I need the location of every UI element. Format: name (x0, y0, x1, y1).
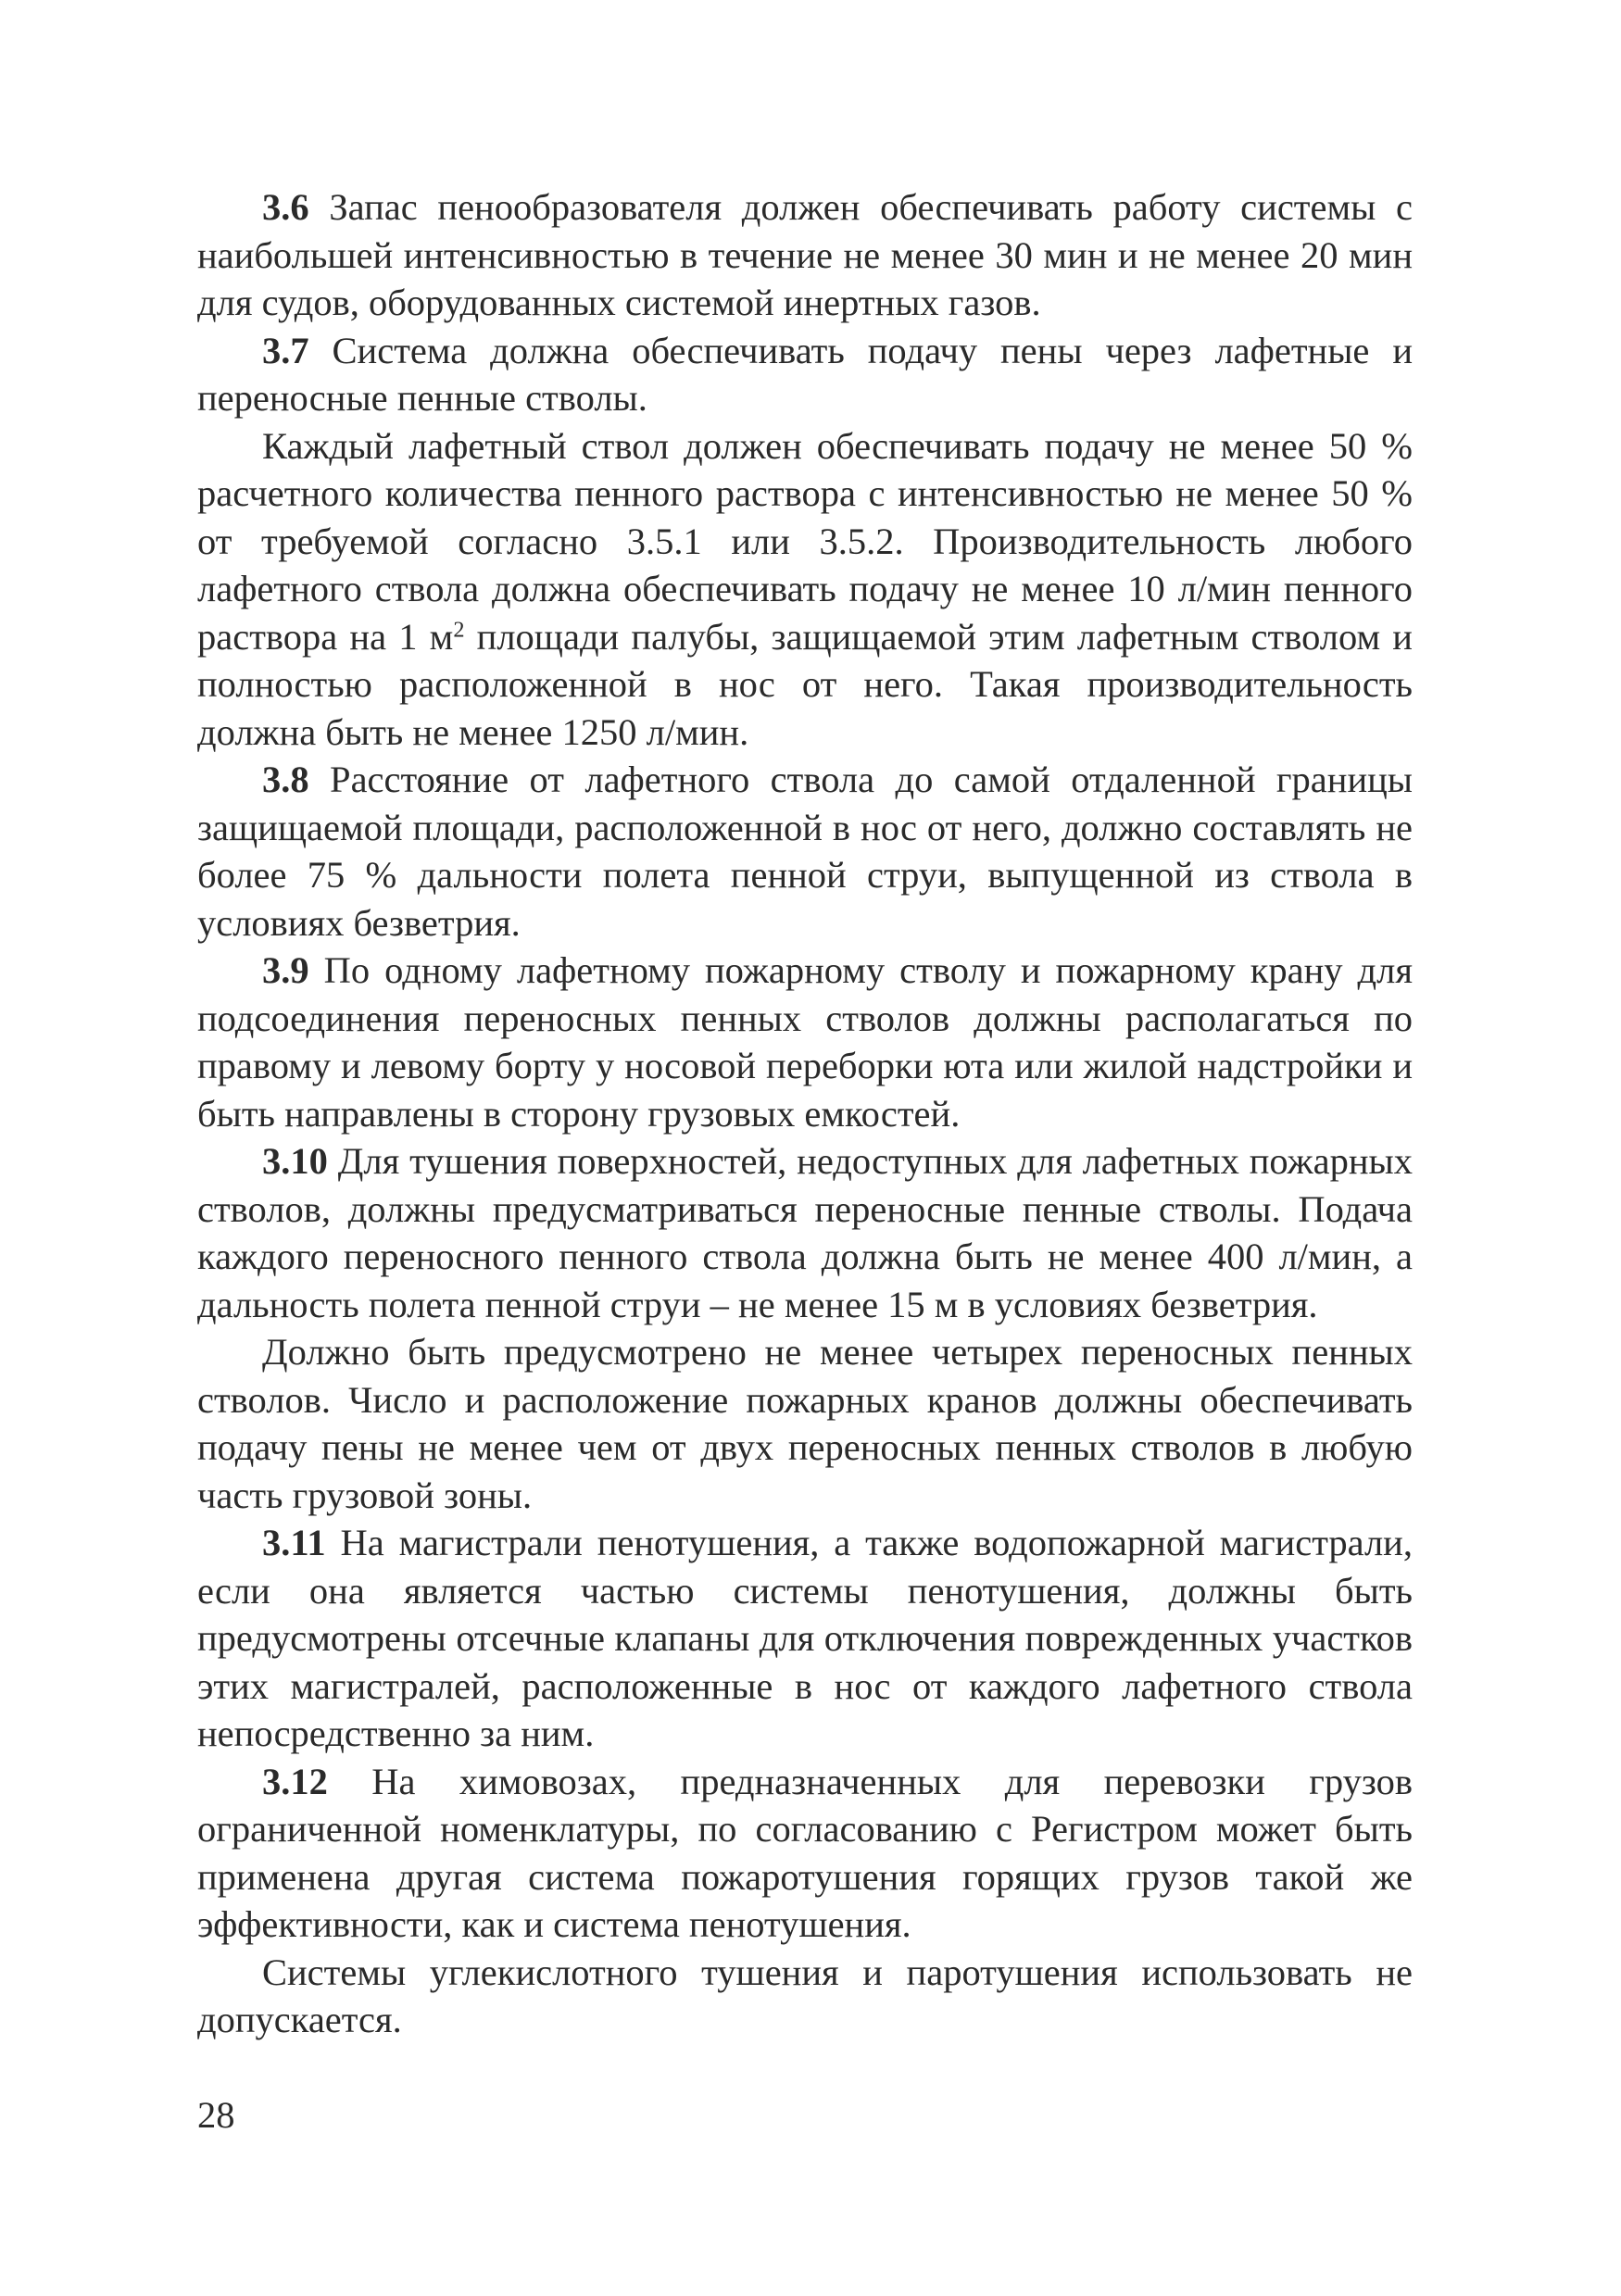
page-body (197, 183, 1413, 2044)
paragraph-text: На магистрали пенотушения, а также водопожарной магистрали, если она является частью системы пенотушения, должны быть предусмотрены отсечные клапаны для отключения поврежденных участков этих магистралей, расположенные в нос от каждого лафетного ствола непосредственно за ним. (197, 1522, 1413, 1754)
paragraph-3-7 (197, 327, 1413, 422)
section-number: 3.9 (262, 949, 309, 991)
paragraph-portable-nozzles (197, 1328, 1413, 1519)
paragraph-3-6 (197, 183, 1413, 327)
paragraph-3-10 (197, 1137, 1413, 1328)
paragraph-3-8 (197, 756, 1413, 947)
section-number: 3.6 (262, 186, 309, 228)
paragraph-3-12 (197, 1758, 1413, 1949)
paragraph-text: Должно быть предусмотрено не менее четырех переносных пенных стволов. Число и расположение пожарных кранов должны обеспечивать подачу пены не менее чем от двух переносных пенных стволов в любую часть грузовой зоны. (197, 1331, 1413, 1516)
paragraph-text: Каждый лафетный ствол должен обеспечивать подачу не менее 50 % расчетного количества пенного раствора с интенсивностью не менее 50 % от требуемой согласно 3.5.1 или 3.5.2. Производительность любого лафетного ствола должна обеспечивать подачу не менее 10 л/мин пенного раствора на 1 м (197, 424, 1413, 658)
section-number: 3.7 (262, 329, 309, 371)
paragraph-3-11 (197, 1519, 1413, 1758)
page-number: 28 (197, 2094, 235, 2136)
paragraph-text: Для тушения поверхностей, недоступных для лафетных пожарных стволов, должны предусматриваться переносные пенные стволы. Подача каждого переносного пенного ствола должна быть не менее 400 л/мин, а дальность полета пенной струи – не менее 15 м в условиях безветрия. (197, 1140, 1413, 1325)
paragraph-text: По одному лафетному пожарному стволу и пожарному крану для подсоединения переносных пенных стволов должны располагаться по правому и левому борту у носовой переборки юта или жилой надстройки и быть направлены в сторону грузовых емкостей. (197, 949, 1413, 1135)
section-number: 3.8 (262, 759, 309, 800)
paragraph-text: На химовозах, предназначенных для перевозки грузов ограниченной номенклатуры, по согласованию с Регистром может быть применена другая система пожаротушения горящих грузов такой же эффективности, как и система пенотушения. (197, 1760, 1413, 1945)
paragraph-3-9 (197, 947, 1413, 1137)
section-number: 3.10 (262, 1140, 328, 1182)
paragraph-text: Системы углекислотного тушения и паротушения использовать не допускается. (197, 1951, 1413, 2040)
paragraph-text: Расстояние от лафетного ствола до самой отдаленной границы защищаемой площади, расположенной в нос от него, должно составлять не более 75 % дальности полета пенной струи, выпущенной из ствола в условиях безветрия. (197, 759, 1413, 944)
superscript: 2 (453, 617, 465, 643)
paragraph-text: Система должна обеспечивать подачу пены через лафетные и переносные пенные стволы. (197, 329, 1413, 419)
paragraph-co2-steam (197, 1949, 1413, 2044)
paragraph-text-continued: площади палубы, защищаемой этим лафетным стволом и полностью расположенной в нос от него. Такая производительность должна быть не менее 1250 л/мин. (197, 615, 1413, 753)
section-number: 3.11 (262, 1522, 326, 1563)
paragraph-text: Запас пенообразователя должен обеспечивать работу системы с наибольшей интенсивностью в течение не менее 30 мин и не менее 20 мин для судов, оборудованных системой инертных газов. (197, 186, 1413, 323)
section-number: 3.12 (262, 1760, 328, 1802)
paragraph-monitor-capacity (197, 422, 1413, 757)
